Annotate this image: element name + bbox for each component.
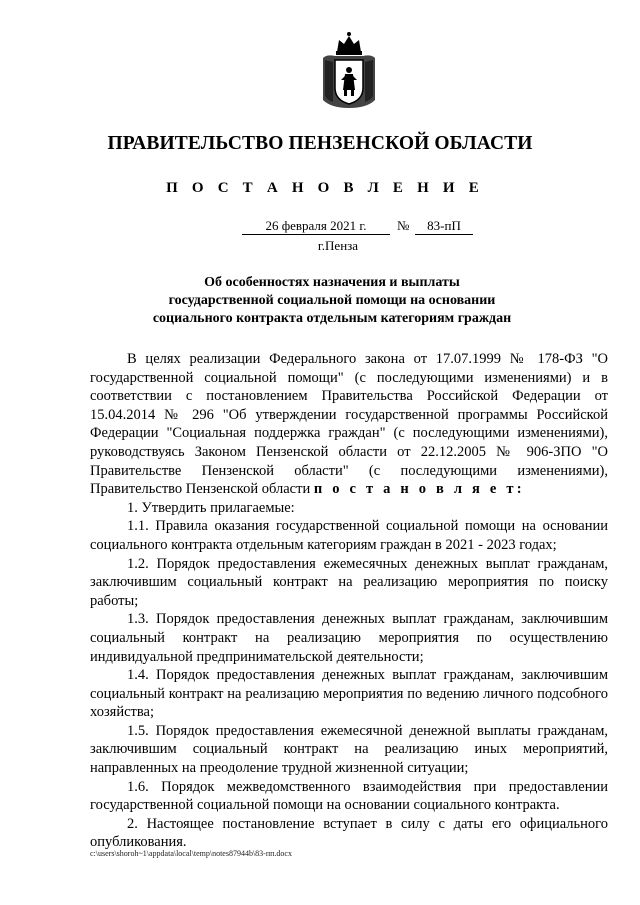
list-item: 2. Настоящее постановление вступает в силу с даты его официального опубликования. xyxy=(90,815,608,851)
preamble-text: В целях реализации Федерального закона от 17.07.1999 № 178-ФЗ "О государственной социальной помощи" (с последующими изменениями) и в соответствии с постановлением Правительства Российской Федерации от 15.04.2014 № 296 "Об утверждении государственной программы Российской Федерации "Социальная поддержка граждан" (с последующими изменениями), руководствуясь Законом Пензенской области от 22.12.2005 № 906-ЗПО "О Правительстве Пензенской области" (с последующими изменениями), Правительство Пензенской области xyxy=(90,351,608,498)
document-number: 83-пП xyxy=(415,218,473,235)
government-title: ПРАВИТЕЛЬСТВО ПЕНЗЕНСКОЙ ОБЛАСТИ xyxy=(107,133,533,154)
list-item: 1.2. Порядок предоставления ежемесячных денежных выплат гражданам, заключившим социальный контракт на реализацию мероприятия по поиску работы; xyxy=(90,555,608,609)
list-item: 1.5. Порядок предоставления ежемесячной денежной выплаты гражданам, заключившим социальный контракт на реализацию иных мероприятий, направленных на преодоление трудной жизненной ситуации; xyxy=(90,722,608,777)
city-name: г.Пенза xyxy=(317,238,359,253)
list-item: 1.1. Правила оказания государственной социальной помощи на основании социального контракта отдельным категориям граждан в 2021 - 2023 годах; xyxy=(90,518,608,553)
preamble-paragraph xyxy=(90,350,608,499)
heading-line: Об особенностях назначения и выплаты xyxy=(204,275,460,290)
file-path-footer: c:\users\shoroh~1\appdata\local\temp\notes87944b\83-пп.docx xyxy=(90,849,292,858)
resolve-word: п о с т а н о в л я е т: xyxy=(313,481,525,498)
heading-line: социального контракта отдельным категориям граждан xyxy=(152,311,512,326)
document-type: П О С Т А Н О В Л Е Н И Е xyxy=(166,180,484,196)
coat-of-arms-emblem xyxy=(319,30,379,110)
document-date: 26 февраля 2021 г. xyxy=(242,218,390,235)
document-body xyxy=(90,350,608,852)
document-heading xyxy=(0,274,640,328)
list-item: 1. Утвердить прилагаемые: xyxy=(127,499,295,516)
list-item: 1.6. Порядок межведомственного взаимодействия при предоставлении государственной социальной помощи на основании социального контракта. xyxy=(90,778,608,814)
heading-line: государственной социальной помощи на основании xyxy=(168,293,496,308)
list-item: 1.4. Порядок предоставления денежных выплат гражданам, заключившим социальный контракт на реализацию мероприятия по ведению личного подсобного хозяйства; xyxy=(90,667,608,721)
number-sign: № xyxy=(397,218,410,233)
list-item: 1.3. Порядок предоставления денежных выплат гражданам, заключившим социальный контракт на реализацию мероприятия по осуществлению индивидуальной предпринимательской деятельности; xyxy=(90,611,608,665)
